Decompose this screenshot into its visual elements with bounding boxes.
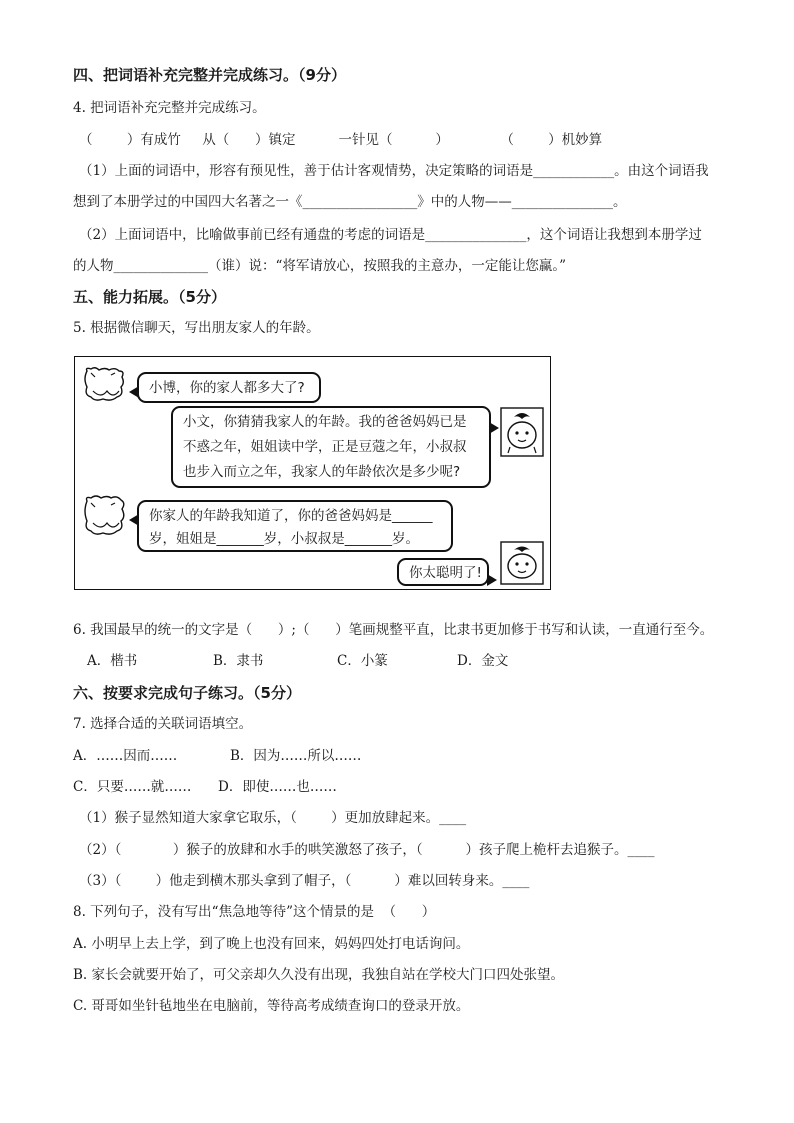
question-7-prompt: 7. 选择合适的关联词语填空。 bbox=[73, 716, 253, 732]
chat-bubble-1-text: 小博，你的家人都多大了? bbox=[149, 380, 305, 396]
question-7-option-b: B．因为……所以…… bbox=[230, 748, 362, 764]
question-6-option-b: B．隶书 bbox=[213, 653, 264, 669]
question-7-option-d: D．即使……也…… bbox=[218, 779, 337, 795]
question-4-1-line-1: （1）上面的词语中，形容有预见性，善于估计客观情势，决定策略的词语是____________。由这个词语我 bbox=[79, 163, 709, 179]
question-4-2-line-1: （2）上面词语中，比喻做事前已经有通盘的考虑的词语是_______________，这个词语让我想到本册学过 bbox=[79, 227, 702, 243]
question-7-option-c: C．只要……就…… bbox=[73, 779, 192, 795]
question-6-option-a: A．楷书 bbox=[87, 653, 138, 669]
question-6-option-c: C．小篆 bbox=[337, 653, 388, 669]
question-5-prompt: 5. 根据微信聊天，写出朋友家人的年龄。 bbox=[73, 320, 320, 336]
chat-bubble-2-line-3: 也步入而立之年，我家人的年龄依次是多少呢? bbox=[183, 464, 461, 480]
xiaowen-avatar-icon bbox=[500, 407, 544, 461]
chat-bubble-3 bbox=[137, 500, 453, 552]
question-4-2-line-2: 的人物______________（谁）说：“将军请放心，按照我的主意办，一定能让您赢。” bbox=[73, 258, 567, 274]
chat-bubble-3-line-1: 你家人的年龄我知道了，你的爸爸妈妈是______ bbox=[149, 508, 433, 524]
question-7-1: （1）猴子显然知道大家拿它取乐，（ ）更加放肆起来。____ bbox=[79, 810, 467, 826]
question-4-prompt: 4. 把词语补充完整并完成练习。 bbox=[73, 100, 266, 116]
question-4-idioms: （ ）有成竹 从（ ）镇定 一针见（ ） （ ）机妙算 bbox=[79, 132, 603, 148]
section-4-heading: 四、把词语补充完整并完成练习。（9分） bbox=[73, 66, 346, 84]
question-7-2: （2）（ ）猴子的放肆和水手的哄笑激怒了孩子，（ ）孩子爬上桅杆去追猴子。____ bbox=[79, 842, 655, 858]
question-4-1-line-2: 想到了本册学过的中国四大名著之一《_________________》中的人物——_______________。 bbox=[73, 194, 627, 210]
question-8-prompt: 8. 下列句子，没有写出“焦急地等待”这个情景的是 （ ） bbox=[73, 904, 436, 920]
xiaowen-avatar-icon bbox=[500, 541, 544, 589]
chat-panel bbox=[74, 356, 551, 590]
question-7-option-a: A．……因而…… bbox=[73, 748, 178, 764]
section-5-heading: 五、能力拓展。（5分） bbox=[73, 288, 226, 306]
question-7-3: （3）（ ）他走到横木那头拿到了帽子，（ ）难以回转身来。____ bbox=[79, 873, 530, 889]
question-6-prompt: 6. 我国最早的统一的文字是（ ）;（ ）笔画规整平直，比隶书更加修于书写和认读，一直通行至今。 bbox=[73, 622, 714, 638]
chat-bubble-2 bbox=[171, 406, 491, 488]
chat-bubble-2-line-2: 不惑之年，姐姐读中学，正是豆蔻之年，小叔叔 bbox=[183, 439, 467, 455]
question-8-option-b: B. 家长会就要开始了，可父亲却久久没有出现，我独自站在学校大门口四处张望。 bbox=[73, 967, 565, 983]
chat-bubble-2-line-1: 小文，你猜猜我家人的年龄。我的爸爸妈妈已是 bbox=[183, 414, 467, 430]
question-6-option-d: D．金文 bbox=[457, 653, 509, 669]
chat-bubble-1 bbox=[137, 372, 321, 403]
chat-bubble-4 bbox=[397, 558, 489, 586]
question-8-option-c: C. 哥哥如坐针毡地坐在电脑前，等待高考成绩查询口的登录开放。 bbox=[73, 998, 470, 1014]
section-6-heading: 六、按要求完成句子练习。（5分） bbox=[73, 684, 301, 702]
question-8-option-a: A. 小明早上去上学，到了晚上也没有回来，妈妈四处打电话询问。 bbox=[73, 936, 470, 952]
chat-bubble-3-line-2: 岁，姐姐是_______岁，小叔叔是_______岁。 bbox=[149, 531, 419, 547]
chat-bubble-4-text: 你太聪明了! bbox=[409, 565, 482, 581]
friend-avatar-icon bbox=[81, 493, 127, 543]
friend-avatar-icon bbox=[81, 365, 127, 409]
